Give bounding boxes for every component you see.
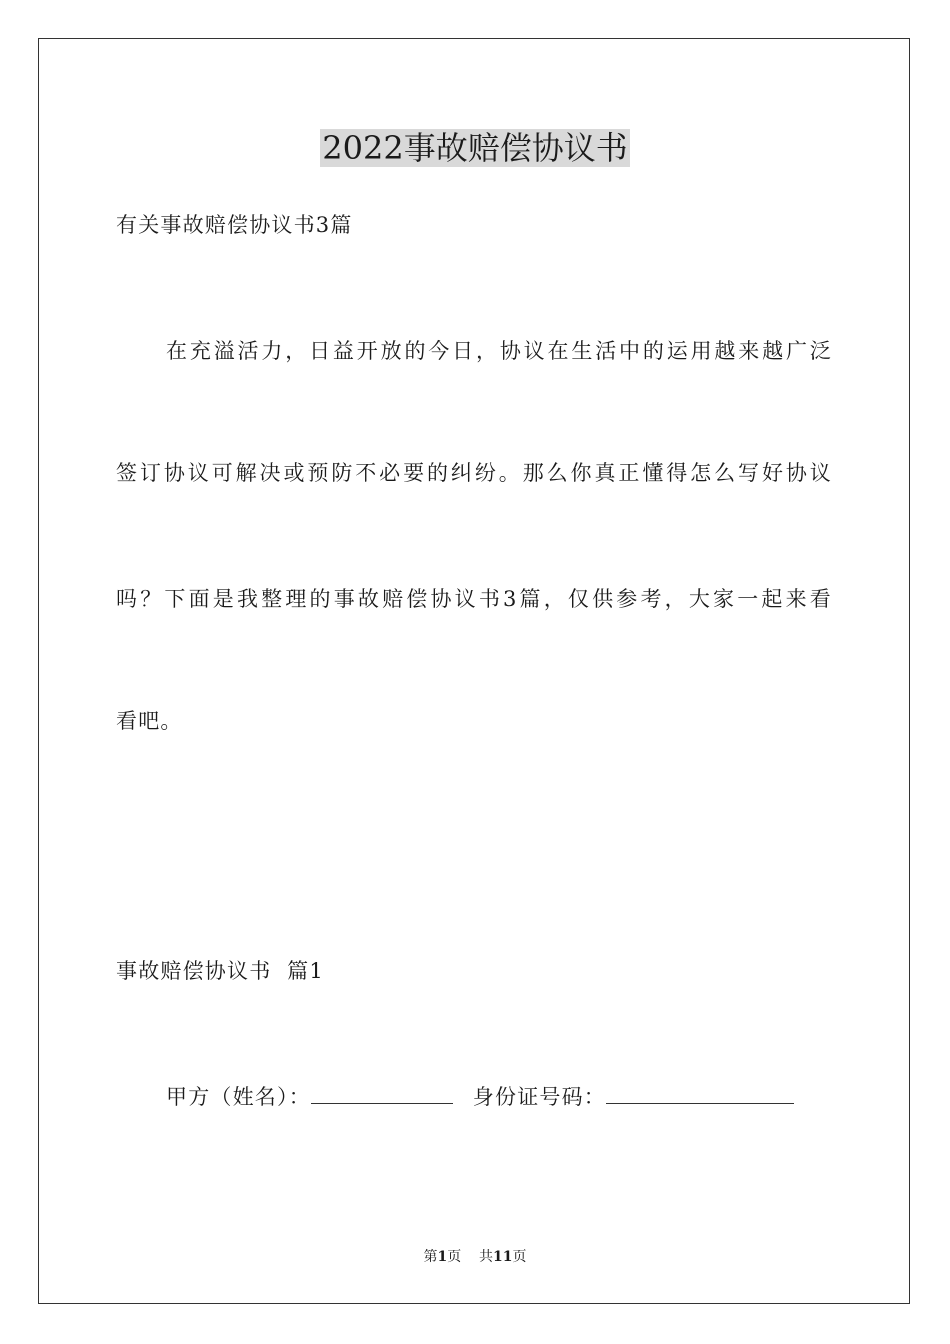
party-a-name-blank: [311, 1083, 453, 1104]
intro-line-4: 看吧。: [116, 709, 183, 733]
document-title-text: 2022事故赔偿协议书: [322, 129, 628, 167]
document-title: [0, 124, 950, 172]
party-a-label: 甲方（姓名）：: [166, 1085, 311, 1109]
footer-page-number: 1: [437, 1249, 448, 1265]
id-number-label: 身份证号码：: [472, 1085, 606, 1109]
footer-page-suffix: 页: [512, 1249, 527, 1265]
intro-line-2: 签订协议可解决或预防不必要的纠纷。那么你真正懂得怎么写好协议: [116, 461, 832, 485]
party-a-line: [166, 1082, 794, 1112]
document-subtitle: 有关事故赔偿协议书3篇: [116, 213, 353, 237]
footer-page-prefix: 第: [423, 1249, 438, 1265]
intro-line-1: 在充溢活力，日益开放的今日，协议在生活中的运用越来越广泛: [166, 339, 832, 363]
page-footer: [0, 1247, 950, 1267]
party-a-id-blank: [606, 1083, 794, 1104]
intro-line-3: 吗？下面是我整理的事故赔偿协议书3篇，仅供参考，大家一起来看: [116, 587, 832, 611]
section-heading: 事故赔偿协议书 篇1: [116, 959, 324, 983]
footer-total-pages: 11: [493, 1249, 513, 1265]
footer-page-mid: 页 共: [447, 1249, 494, 1265]
